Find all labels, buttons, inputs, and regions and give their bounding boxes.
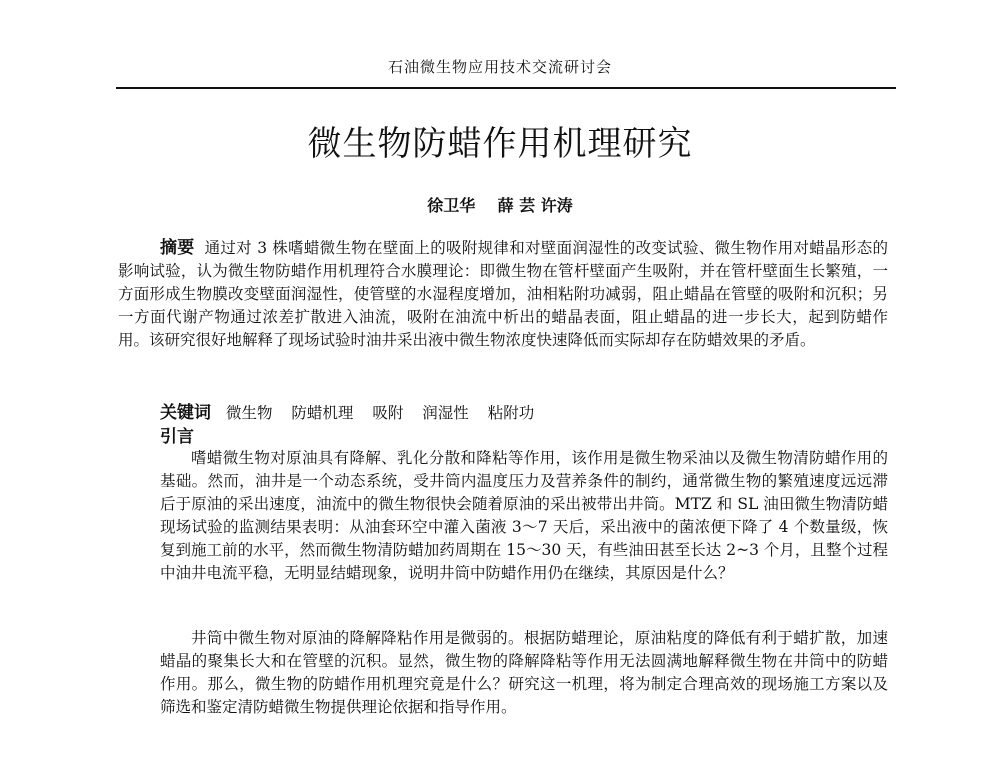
paper-title: 微生物防蜡作用机理研究 <box>307 124 693 164</box>
keywords-label: 关键词 <box>160 403 211 423</box>
header-rule <box>116 87 896 89</box>
abstract-label: 摘要 <box>160 238 195 258</box>
intro-paragraph-1: 嗜蜡微生物对原油具有降解、乳化分散和降粘等作用，该作用是微生物采油以及微生物清防蜡作用的基础。然而，油井是一个动态系统，受井筒内温度压力及营养条件的制约，通常微生物的繁殖速度远远滞后于原油的采出速度，油流中的微生物很快会随着原油的采出被带出井筒。MTZ 和 SL 油田微生物清防蜡现场试验的监测结果表明：从油套环空中灌入菌液 3～7 天后，采出液中的菌浓便下降了 4 个数量级，恢复到施工前的水平，然而微生物清防蜡加药周期在 15～30 天，有些油田甚至长达 2~3 个月，且整个过程中油井电流平稳，无明显结蜡现象，说明井筒中防蜡作用仍在继续，其原因是什么？ <box>160 449 888 582</box>
abstract <box>118 237 888 352</box>
keyword-item: 吸附 <box>372 404 404 422</box>
keyword-item: 微生物 <box>225 404 273 422</box>
intro-paragraph-2: 井筒中微生物对原油的降解降粘作用是微弱的。根据防蜡理论，原油粘度的降低有利于蜡扩散，加速蜡晶的聚集长大和在管壁的沉积。显然，微生物的降解降粘等作用无法圆满地解释微生物在井筒中的防蜡作用。那么，微生物的防蜡作用机理究竟是什么？研究这一机理，将为制定合理高效的现场施工方案以及筛选和鉴定清防蜡微生物提供理论依据和指导作用。 <box>160 629 888 716</box>
conference-header: 石油微生物应用技术交流研讨会 <box>387 58 612 76</box>
authors: 徐卫华 薛 芸 许涛 <box>427 196 573 215</box>
keyword-item: 粘附功 <box>487 404 535 422</box>
keyword-item: 润湿性 <box>422 404 469 422</box>
keyword-item: 防蜡机理 <box>291 404 354 422</box>
abstract-text: 通过对 3 株嗜蜡微生物在壁面上的吸附规律和对壁面润湿性的改变试验、微生物作用对蜡晶形态的影响试验，认为微生物防蜡作用机理符合水膜理论：即微生物在管杆壁面产生吸附，并在管杆壁面生长繁殖，一方面形成生物膜改变壁面润湿性，使管壁的水湿程度增加，油相粘附功减弱，阻止蜡晶在管壁的吸附和沉积；另一方面代谢产物通过浓差扩散进入油流，吸附在油流中析出的蜡晶表面，阻止蜡晶的进一步长大，起到防蜡作用。该研究很好地解释了现场试验时油井采出液中微生物浓度快速降低而实际却存在防蜡效果的矛盾。 <box>118 239 888 349</box>
section-heading-intro: 引言 <box>160 427 194 447</box>
keywords <box>160 398 548 423</box>
